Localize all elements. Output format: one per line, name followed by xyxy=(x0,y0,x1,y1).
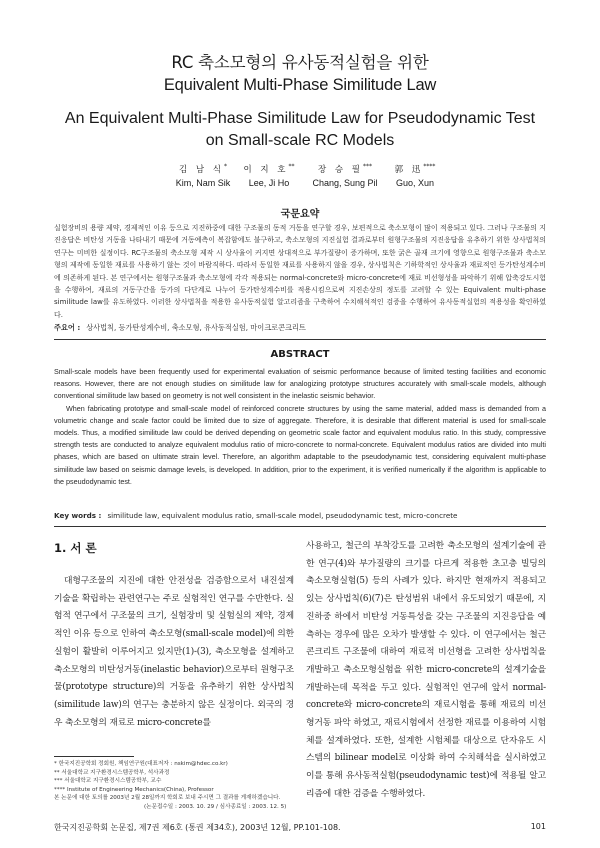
korean-keywords-label: 주요어 : xyxy=(54,323,81,332)
introduction-heading: 1. 서 론 xyxy=(54,541,97,555)
author-list xyxy=(0,160,600,194)
body-left-paragraph: 대형구조물의 지진에 대한 안전성을 검증함으로서 내진설계기술을 확립하는 관련연구는 주로 실험적인 연구를 수반한다. 실험적 연구에서 구조물의 크기, 실험장비 및 실험실의 제약, 경제적인 이유 등으로 인하여 축소모형(small-scale model)에 의한 실험이 활발히 이루어지고 있지만(1)-(3), 축소모형을 설계하고 축소모형의 비탄성거동(inelastic behavior)으로부터 원형구조물(prototype structure)의 거동을 유추하기 위한 상사법칙(similitude law)의 연구는 충분하지 않은 실정이다. 외국의 경우 축소모형의 재료로 micro-concrete를 xyxy=(54,576,294,728)
author-2-name-ko: 이 지 호 xyxy=(243,164,289,175)
body-left-column xyxy=(54,573,294,732)
korean-title xyxy=(0,52,600,96)
english-title-line-2: on Small-scale RC Models xyxy=(205,132,395,149)
journal-citation: 한국지진공학회 논문집, 제7권 제6호 (통권 제34호), 2003년 12월, PP.101-108. xyxy=(54,823,341,832)
author-3-mark: *** xyxy=(363,163,373,170)
author-1-name-en: Kim, Nam Sik xyxy=(175,177,231,188)
author-1-name-ko: 김 남 식 xyxy=(178,164,225,175)
korean-abstract-heading: 국문요약 xyxy=(280,209,320,220)
divider-top xyxy=(54,339,546,340)
korean-keywords xyxy=(54,322,546,333)
body-right-column xyxy=(306,538,546,804)
author-4-name-en: Guo, Xun xyxy=(395,177,435,188)
english-keywords xyxy=(54,510,546,521)
footnotes xyxy=(54,760,294,812)
author-4 xyxy=(360,160,470,190)
korean-title-line-1: RC 축소모형의 유사동적실험을 위한 xyxy=(171,53,429,72)
footnote-rule xyxy=(54,756,134,757)
english-abstract-paragraph-2: When fabricating prototype and small-scale model of reinforced concrete structures by using the same material, added mass is demanded from a volumetric change and scale factor could be limited due to size of aggregate. Therefore, it is desirable that different material is used for small-scale models. Thus, a modified similitude law could be derived depending on geometric scale factor and equivalent modulus ratio. In this study, compressive strength tests are conducted to analyze equivalent modulus ratio of micro-concrete to normal-concrete. Equivalent modulus ratios are divided into multi phases, which are based on ultimate strain level. Therefore, an algorithm adaptable to the pseudodynamic test, considering equivalent multi-phase similitude law based on seismic damage levels, is developed. In addition, prior to the experiment, it is verified numerically if the algorithm is applicable to the pseudodynamic test. xyxy=(54,403,546,486)
footnote-2: ** 서울대학교 지구환경시스템공학부, 석사과정 xyxy=(54,769,170,776)
footnote-6: (논문접수일 : 2003. 10. 29 / 심사종료일 : 2003. 12. 5) xyxy=(144,803,287,810)
author-4-mark: **** xyxy=(423,163,436,170)
author-2-mark: ** xyxy=(288,163,295,170)
english-keywords-text: similitude law, equivalent modulus ratio, small-scale model, pseudodynamic test, micro-concrete xyxy=(107,511,458,520)
english-title-line-1: An Equivalent Multi-Phase Similitude Law for Pseudodynamic Test xyxy=(64,110,536,127)
english-abstract xyxy=(54,366,546,488)
korean-abstract-text: 실험장비의 용량 제약, 경제적인 이유 등으로 지진하중에 대한 구조물의 동적 거동을 연구할 경우, 보편적으로 축소모형이 많이 적용되고 있다. 그러나 구조물의 지진응답은 비탄성 거동을 나타내기 때문에 거동예측이 복잡함에도 불구하고, 축소모형의 지진실험 결과로부터 원형구조물의 지진응답을 유추하기 위한 상사법칙의 연구는 미비한 실정이다. RC구조물의 축소모형 제작 시 상사율이 커지면 상대적으로 부가질량이 증가하며, 또한 굵은 골재 크기에 영향으로 원형구조물과 축소모형의 제작에 동일한 재료를 사용하기 않는 것이 바람직하다. 따라서 동일한 재료를 사용하지 않을 경우, 상사법칙은 기하학적인 상사율과 재료적인 등가탄성계수비에 의존하게 된다. 본 연구에서는 원형구조물과 축소모형에 각각 적용되는 normal-concrete와 micro-concrete에 재료 비선형성을 파악하기 위해 압축강도시험을 수행하여, 재료의 거동구간을 등가의 다단계로 나누어 등가탄성계수비를 적용시킴으로써 지진손상의 정도를 고려할 수 있는 Equivalent multi-phase similitude law를 유도하였다. 이러한 상사법칙을 적용한 유사동적실험 알고리즘을 구축하여 수치해석적인 검증을 수행하여 유사동적실험의 적용성을 확인하였다. xyxy=(54,224,546,319)
author-2-name-en: Lee, Ji Ho xyxy=(248,177,290,188)
author-1-mark: * xyxy=(224,163,228,170)
footnote-5: 본 논문에 대한 토의를 2003년 2월 28일까지 학회로 보내 주시면 그 결과를 게재하겠습니다. xyxy=(54,795,281,802)
korean-title-line-2: Equivalent Multi-Phase Similitude Law xyxy=(163,76,437,94)
footnote-1: * 한국지진공학회 정회원, 책임연구원(대표저자 : nskim@hdec.co.kr) xyxy=(54,761,228,767)
body-right-paragraph: 사용하고, 철근의 부착강도를 고려한 축소모형의 설계기술에 관한 연구(4)와 부가질량의 크기를 다르게 적용한 초고층 빌딩의 축소모형실험(5) 등의 사례가 있다. 하지만 현재까지 적용되고 있는 상사법칙(6)(7)은 탄성범위 내에서 유도되었기 때문에, 지진하중 하에서 비탄성 거동특성을 갖는 구조물의 지진응답을 예측하는 경우에 많은 오차가 발생할 수 있다. 이 연구에서는 철근콘크리트 구조물에 대하여 재료적 비선형을 고려한 상사법칙을 개발하고 축소모형실험을 위한 micro-concrete의 설계기술을 개발하는데 목적을 두고 있다. 실험적인 연구에 앞서 normal-concrete와 micro-concrete의 재료시험을 통해 재료의 비선형거동 파악 하였고, 재료시험에서 선정한 재료를 이용하여 시험체를 설계하였다. 또한, 설계한 시험체를 대상으로 단자유도 시스템의 bilinear model로 이상화 하여 수치해석을 실시하였고 이를 통해 유사동적실험(pseudodynamic test)에 적용될 알고리즘에 대한 검증을 수행하였다. xyxy=(306,541,546,799)
english-abstract-heading: ABSTRACT xyxy=(270,349,330,360)
divider-bottom xyxy=(54,526,546,527)
author-3-name-en: Chang, Sung Pil xyxy=(312,177,378,188)
english-keywords-label: Key words : xyxy=(54,511,102,520)
author-3-name-ko: 장 승 필 xyxy=(317,164,364,175)
page-number: 101 xyxy=(530,822,546,831)
footnote-3: *** 서울대학교 지구환경시스템공학부, 교수 xyxy=(54,778,162,785)
english-abstract-paragraph-1: Small-scale models have been frequently used for experimental evaluation of seismic performance because of limited testing facilities and economic reasons. However, there are not enough studies on similitude law for analogizing prototype structures accurately with small-scale models, although conventional similitude law based on geometry is not well consistent in the inelastic seismic behavior. xyxy=(54,367,546,401)
korean-keywords-text: 상사법칙, 등가탄성계수비, 축소모형, 유사동적실험, 마이크로콘크리트 xyxy=(86,323,306,332)
english-title xyxy=(0,108,600,152)
page-footer xyxy=(54,822,546,833)
author-4-name-ko: 郭 迅 xyxy=(394,164,424,175)
footnote-4: **** Institute of Engineering Mechanics(China), Professor xyxy=(54,786,214,793)
